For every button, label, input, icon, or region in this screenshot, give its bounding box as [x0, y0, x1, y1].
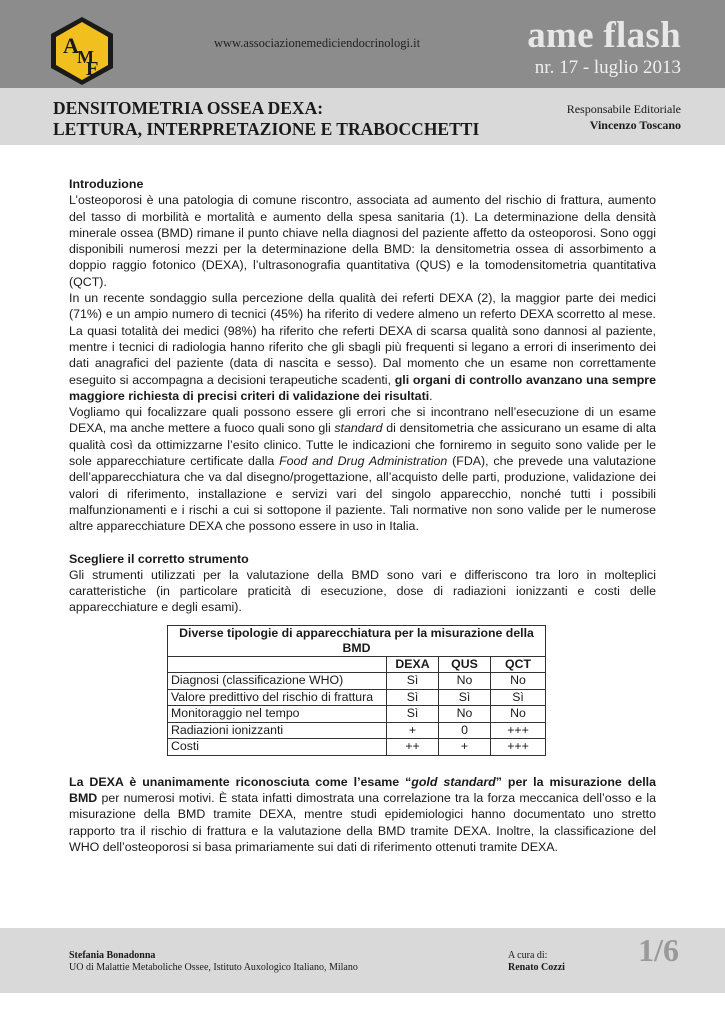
curated-by-label: A cura di:: [508, 950, 548, 961]
paragraph-2: In un recente sondaggio sulla percezione della qualità dei referti DEXA (2), la maggior parte dei medici (71%) e un ampio numero di tecnici (45%) ha riferito di vedere almeno un referto DEXA scorretto al mese. La quasi totalità dei medici (98%) ha riferito che referti DEXA di scarsa qualità sono dannosi al paziente, mentre i tecnici di radiologia hanno riferito che gli sbagli più frequenti si legano a errori di inserimento dei dati anagrafici del paziente (data di nascita e sesso). Dal momento che un esame non correttamente eseguito si accompagna a decisioni terapeutiche scadenti, gli organi di controllo avanzano una sempre maggiore richiesta di precisi criteri di validazione dei risultati.: [69, 291, 656, 403]
svg-text:M: M: [77, 47, 94, 67]
article-body: [69, 176, 656, 855]
site-url[interactable]: www.associazionemediciendocrinologi.it: [214, 36, 421, 50]
table-header-cell: DEXA: [387, 656, 439, 673]
table-row: Diagnosi (classificazione WHO) Sì No No: [168, 673, 546, 690]
paragraph-5: La DEXA è unanimamente riconosciuta come l’esame “gold standard” per la misurazione della BMD per numerosi motivi. È stata infatti dimostrata una correlazione tra la forza meccanica dell’osso e la misurazione della BMD tramite DEXA, mentre studi epidemiologici hanno documentato uno stretto rapporto tra il rischio di frattura e la valutazione della BMD tramite DEXA. Inoltre, la classificazione del WHO dell’osteoporosi si basa primariamente sui dati di riferimento ottenuti tramite DEXA.: [69, 774, 656, 854]
table-row: Valore predittivo del rischio di frattura Sì Sì Sì: [168, 689, 546, 706]
paragraph-3: Vogliamo qui focalizzare quali possono essere gli errori che si incontrano nell’esecuzione di un esame DEXA, ma anche mettere a fuoco quali sono gli standard di densitometria che assicurano un esame di alta qualità così da ottimizzarne l’esito clinico. Tutte le indicazioni che forniremo in seguito sono valide per le sole apparecchiature certificate dalla Food and Drug Administration (FDA), che prevede una valutazione dell’apparecchiatura che va dal disegno/progettazione, all’acquisto delle parti, produzione, validazione dei valori di riferimento, installazione e servizi vari del singolo apparecchio, nonché tutti i possibili malfunzionamenti e i rischi a cui si sottopone il paziente. Tali normative non sono valide per le numerose altre apparecchiature DEXA che possono essere in uso in Italia.: [69, 405, 657, 534]
section-heading-intro: Introduzione: [69, 177, 144, 191]
table-row: Radiazioni ionizzanti + 0 +++: [168, 722, 546, 739]
table-header-empty: [168, 656, 387, 673]
editor-name: Vincenzo Toscano: [589, 118, 681, 132]
table-row: Costi ++ + +++: [168, 739, 546, 756]
page-number: 1/6: [638, 932, 679, 968]
svg-text:A: A: [63, 33, 79, 58]
paragraph-4: Gli strumenti utilizzati per la valutazione della BMD sono vari e differiscono tra loro in molteplici caratteristiche (in particolare praticità di esecuzione, dose di radiazioni ionizzanti e costi delle apparecchiature e degli esami).: [69, 567, 656, 615]
table-header-cell: QUS: [439, 656, 491, 673]
paragraph-1: L’osteoporosi è una patologia di comune riscontro, associata ad aumento del rischio di frattura, aumento del tasso di morbilità e mortalità e aumento della spesa sanitaria (1). La determinazione della densità minerale ossea (BMD) rimane il punto chiave nella diagnosi del paziente affetto da osteoporosi. Sono oggi disponibili numerosi mezzi per la determinazione della BMD: la densitometria ossea di assorbimento a doppio raggio fotonico (DEXA), l’ultrasonografia quantitativa (QUS) e la tomodensitometria quantitativa (QCT).: [69, 193, 656, 289]
table-caption: Diverse tipologie di apparecchiatura per la misurazione della BMD: [168, 625, 546, 656]
table-header-cell: QCT: [491, 656, 546, 673]
article-title-line2: LETTURA, INTERPRETAZIONE E TRABOCCHETTI: [53, 119, 480, 139]
curator-name: Renato Cozzi: [508, 962, 565, 973]
table-row: Monitoraggio nel tempo Sì No No: [168, 706, 546, 723]
article-title-line1: DENSITOMETRIA OSSEA DEXA:: [53, 98, 324, 118]
svg-text:E: E: [86, 58, 100, 80]
author-affiliation: UO di Malattie Metaboliche Ossee, Istituto Auxologico Italiano, Milano: [69, 962, 358, 973]
issue-number: nr. 17 - luglio 2013: [534, 57, 681, 78]
section-heading-strumento: Scegliere il corretto strumento: [69, 551, 249, 566]
editor-label: Responsabile Editoriale: [566, 102, 681, 116]
author-name: Stefania Bonadonna: [69, 950, 156, 961]
comparison-table: [167, 625, 546, 756]
ame-logo: [46, 15, 118, 87]
brand-title: ame flash: [527, 15, 681, 56]
